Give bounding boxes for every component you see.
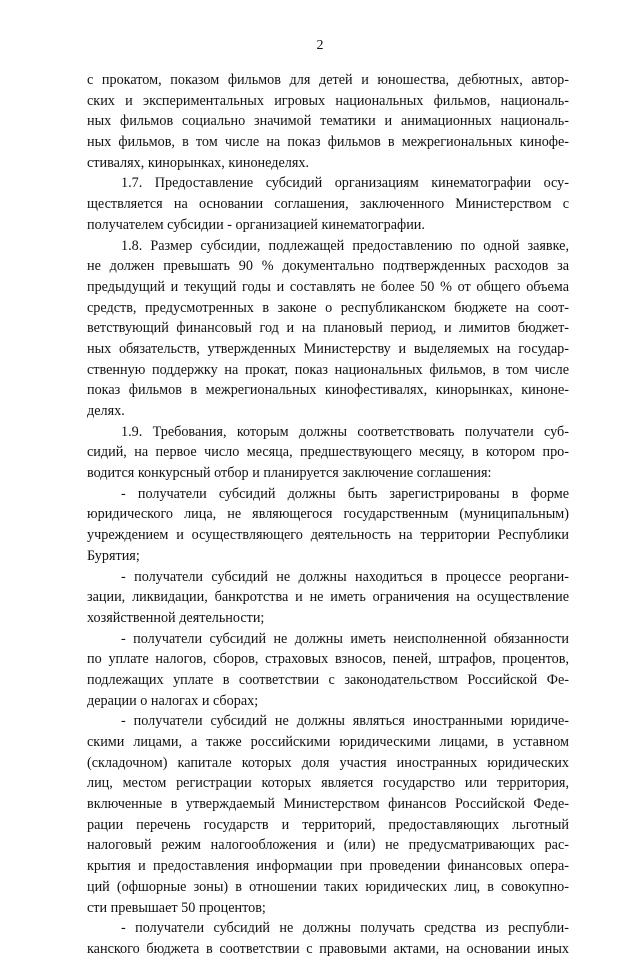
text-line: не должен превышать 90 % документально подтвержденных расходов за [87, 258, 569, 275]
text-line: стивалях, кинорынках, кинонеделях. [87, 154, 310, 171]
text-line: сидий, на первое число месяца, предшествующего месяцу, в котором про- [87, 444, 569, 461]
text-line: ществляется на основании соглашения, заключенного Министерством с [87, 196, 569, 213]
text-line: водится конкурсный отбор и планируется заключение соглашения: [87, 465, 492, 482]
text-line: ских и экспериментальных игровых национальных фильмов, националь- [87, 92, 569, 109]
text-line: сти превышает 50 процентов; [87, 899, 266, 916]
text-line: 1.8. Размер субсидии, подлежащей предоставлению по одной заявке, [121, 237, 569, 254]
text-line: зации, ликвидации, банкротства и не иметь ограничения на осуществление [87, 589, 569, 606]
text-line: по уплате налогов, сборов, страховых взносов, пеней, штрафов, процентов, [87, 651, 569, 668]
text-line: включенные в утверждаемый Министерством финансов Российской Феде- [87, 796, 569, 813]
text-line: получателем субсидии - организацией кинематографии. [87, 216, 425, 233]
body-text [87, 70, 569, 960]
text-line: дерации о налогах и сборах; [87, 692, 259, 709]
text-line: лиц, местом регистрации которых является государство или территория, [87, 775, 569, 792]
text-line: рации перечень государств и территорий, предоставляющих льготный [87, 816, 569, 833]
text-line: ветствующий финансовый год и на плановый период, и лимитов бюджет- [87, 320, 569, 337]
text-line: ственную поддержку на прокат, показ национальных фильмов, в том числе [87, 361, 569, 378]
text-line: (складочном) капитале которых доля участия иностранных юридических [87, 754, 569, 771]
text-line: подлежащих уплате в соответствии с законодательством Российской Фе- [87, 671, 569, 688]
text-line: 1.9. Требования, которым должны соответствовать получатели суб- [121, 423, 569, 440]
text-line: ных фильмов социально значимой тематики и анимационных националь- [87, 113, 569, 130]
text-line: - получатели субсидий не должны иметь неисполненной обязанности [121, 630, 569, 647]
text-line: 1.7. Предоставление субсидий организациям кинематографии осу- [121, 175, 569, 192]
text-line: - получатели субсидий не должны находиться в процессе реоргани- [121, 568, 569, 585]
text-line: канского бюджета в соответствии с правовыми актами, на основании иных [87, 940, 569, 957]
text-line: показ фильмов в межрегиональных кинофестивалях, кинорынках, кинонe- [87, 382, 569, 399]
text-line: ных фильмов, в том числе на показ фильмов в межрегиональных кинофе- [87, 134, 569, 151]
text-line: налоговый режим налогообложения и (или) не предусматривающих рас- [87, 837, 569, 854]
text-line: хозяйственной деятельности; [87, 609, 265, 626]
text-line: юридического лица, не являющегося государственным (муниципальным) [87, 506, 569, 523]
page-number: 2 [316, 38, 324, 53]
text-line: скими лицами, а также российскими юридическими лицами, в уставном [87, 734, 569, 750]
text-line: с прокатом, показом фильмов для детей и юношества, дебютных, автор- [87, 72, 569, 88]
text-line: ций (офшорные зоны) в отношении таких юридических лиц, в совокупно- [87, 878, 569, 895]
text-line: ных обязательств, утвержденных Министерству и выделяемых на государ- [87, 340, 569, 357]
text-line: - получатели субсидий не должны получать средства из республи- [121, 920, 569, 937]
text-line: учреждением и осуществляющего деятельность на территории Республики [87, 527, 569, 544]
text-line: - получатели субсидий должны быть зарегистрированы в форме [121, 485, 569, 502]
text-line: предыдущий и текущий годы и составлять не более 50 % от общего объема [87, 278, 569, 295]
text-line: крытия и предоставления информации при проведении финансовых опера- [87, 858, 569, 875]
text-line: средств, предусмотренных в законе о республиканском бюджете на соот- [87, 299, 569, 316]
text-line: - получатели субсидий не должны являться иностранными юридиче- [121, 713, 569, 730]
text-line: делях. [87, 403, 125, 419]
text-line: Бурятия; [87, 547, 140, 564]
